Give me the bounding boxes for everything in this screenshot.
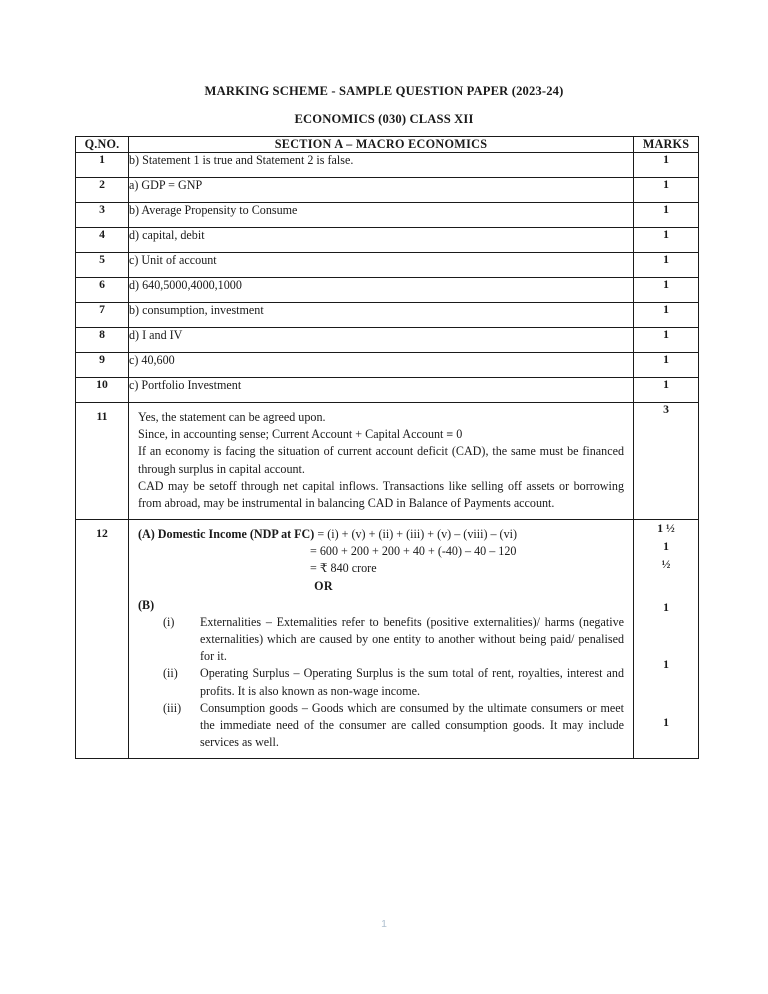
table-row bbox=[76, 178, 699, 203]
table-row bbox=[76, 228, 699, 253]
q12-part-a-formula: = (i) + (v) + (ii) + (iii) + (v) – (viii) – (vi) bbox=[314, 527, 518, 542]
q12-sub-item-number: (i) bbox=[163, 614, 175, 629]
row-answer: c) Unit of account bbox=[129, 253, 634, 278]
q12-mark-b1: 1 bbox=[663, 601, 669, 615]
q12-mark-a1: 1 ½ bbox=[657, 522, 675, 536]
row-answer-q11 bbox=[129, 403, 634, 520]
header-qno: Q.NO. bbox=[76, 137, 129, 153]
marking-scheme-table bbox=[75, 136, 699, 759]
q12-sub-item bbox=[138, 700, 624, 752]
row-answer: b) Average Propensity to Consume bbox=[129, 203, 634, 228]
q12-sub-item-number: (iii) bbox=[163, 700, 182, 715]
row-qno: 7 bbox=[76, 303, 129, 328]
q12-mark-a3: ½ bbox=[661, 557, 671, 571]
table-row bbox=[76, 378, 699, 403]
document-title-line-1: MARKING SCHEME - SAMPLE QUESTION PAPER (2023-24) bbox=[204, 84, 564, 98]
q12-sub-item-text: Operating Surplus – Operating Surplus is the sum total of rent, royalties, interest and profits. It is also known as non-wage income. bbox=[200, 666, 624, 698]
row-answer: b) Statement 1 is true and Statement 2 is false. bbox=[129, 153, 634, 178]
row-marks: 1 bbox=[634, 228, 699, 253]
header-marks: MARKS bbox=[634, 137, 699, 153]
row-answer: c) 40,600 bbox=[129, 353, 634, 378]
row-qno: 11 bbox=[76, 403, 129, 520]
row-marks: 1 bbox=[634, 328, 699, 353]
row-qno: 9 bbox=[76, 353, 129, 378]
row-answer: d) 640,5000,4000,1000 bbox=[129, 278, 634, 303]
q12-part-a-label: (A) Domestic Income (NDP at FC) bbox=[138, 527, 315, 542]
row-marks: 1 bbox=[634, 178, 699, 203]
row-marks: 1 bbox=[634, 203, 699, 228]
q12-calc-line-2: = 600 + 200 + 200 + 40 + (-40) – 40 – 120 bbox=[310, 544, 517, 559]
q12-sub-item-text: Externalities – Extemalities refer to benefits (positive externalities)/ harms (negative externalities) which are caused by one entity to another without being paid/ penalised for it. bbox=[200, 614, 624, 664]
row-answer: d) I and IV bbox=[129, 328, 634, 353]
table-row-q12 bbox=[76, 520, 699, 759]
q12-mark-a2: 1 bbox=[663, 539, 669, 553]
row-marks-q12 bbox=[634, 520, 699, 759]
row-answer-q12 bbox=[129, 520, 634, 759]
q12-sub-item bbox=[138, 614, 624, 666]
row-qno: 4 bbox=[76, 228, 129, 253]
table-row bbox=[76, 278, 699, 303]
table-row bbox=[76, 353, 699, 378]
q11-line-1: Yes, the statement can be agreed upon. bbox=[138, 410, 326, 424]
row-qno: 10 bbox=[76, 378, 129, 403]
row-qno: 8 bbox=[76, 328, 129, 353]
q12-marks-part-b bbox=[634, 573, 698, 731]
row-answer: d) capital, debit bbox=[129, 228, 634, 253]
row-answer: c) Portfolio Investment bbox=[129, 378, 634, 403]
row-marks: 1 bbox=[634, 253, 699, 278]
row-marks: 3 bbox=[634, 403, 699, 520]
row-qno: 3 bbox=[76, 203, 129, 228]
q12-or-label: OR bbox=[314, 578, 333, 593]
table-row bbox=[76, 328, 699, 353]
row-marks: 1 bbox=[634, 153, 699, 178]
row-marks: 1 bbox=[634, 353, 699, 378]
table-row bbox=[76, 253, 699, 278]
row-qno: 12 bbox=[76, 520, 129, 759]
row-marks: 1 bbox=[634, 278, 699, 303]
q12-mark-b2: 1 bbox=[663, 657, 669, 671]
row-answer: a) GDP = GNP bbox=[129, 178, 634, 203]
q12-sub-item-number: (ii) bbox=[163, 666, 178, 681]
q11-line-4: CAD may be setoff through net capital inflows. Transactions like selling off assets or borrowing from abroad, may be instrumental in balancing CAD in Balance of Payments account. bbox=[138, 478, 624, 510]
footer-page-number: 1 bbox=[381, 918, 387, 930]
q12-sub-item bbox=[138, 665, 624, 699]
q12-part-b-label: (B) bbox=[138, 597, 155, 612]
q11-line-2: Since, in accounting sense; Current Account + Capital Account ≡ 0 bbox=[138, 427, 463, 442]
q11-line-3: If an economy is facing the situation of current account deficit (CAD), the same must be financed through surplus in capital account. bbox=[138, 444, 624, 476]
q12-sub-item-text: Consumption goods – Goods which are consumed by the ultimate consumers or meet the immediate need of the consumer are called consumption goods. It may include services as well. bbox=[200, 700, 624, 750]
table-header-row bbox=[76, 137, 699, 153]
row-answer: b) consumption, investment bbox=[129, 303, 634, 328]
table-row bbox=[76, 203, 699, 228]
document-title-line-2: ECONOMICS (030) CLASS XII bbox=[294, 112, 474, 126]
row-qno: 1 bbox=[76, 153, 129, 178]
row-qno: 6 bbox=[76, 278, 129, 303]
q12-part-a-heading bbox=[138, 526, 624, 543]
row-qno: 2 bbox=[76, 178, 129, 203]
q12-marks-part-a bbox=[634, 520, 698, 573]
q12-calc-line-3: = ₹ 840 crore bbox=[310, 561, 377, 576]
row-marks: 1 bbox=[634, 303, 699, 328]
row-marks: 1 bbox=[634, 378, 699, 403]
row-qno: 5 bbox=[76, 253, 129, 278]
header-section: SECTION A – MACRO ECONOMICS bbox=[129, 137, 634, 153]
table-row bbox=[76, 303, 699, 328]
table-row bbox=[76, 153, 699, 178]
table-row-q11 bbox=[76, 403, 699, 520]
q12-mark-b3: 1 bbox=[663, 715, 669, 729]
